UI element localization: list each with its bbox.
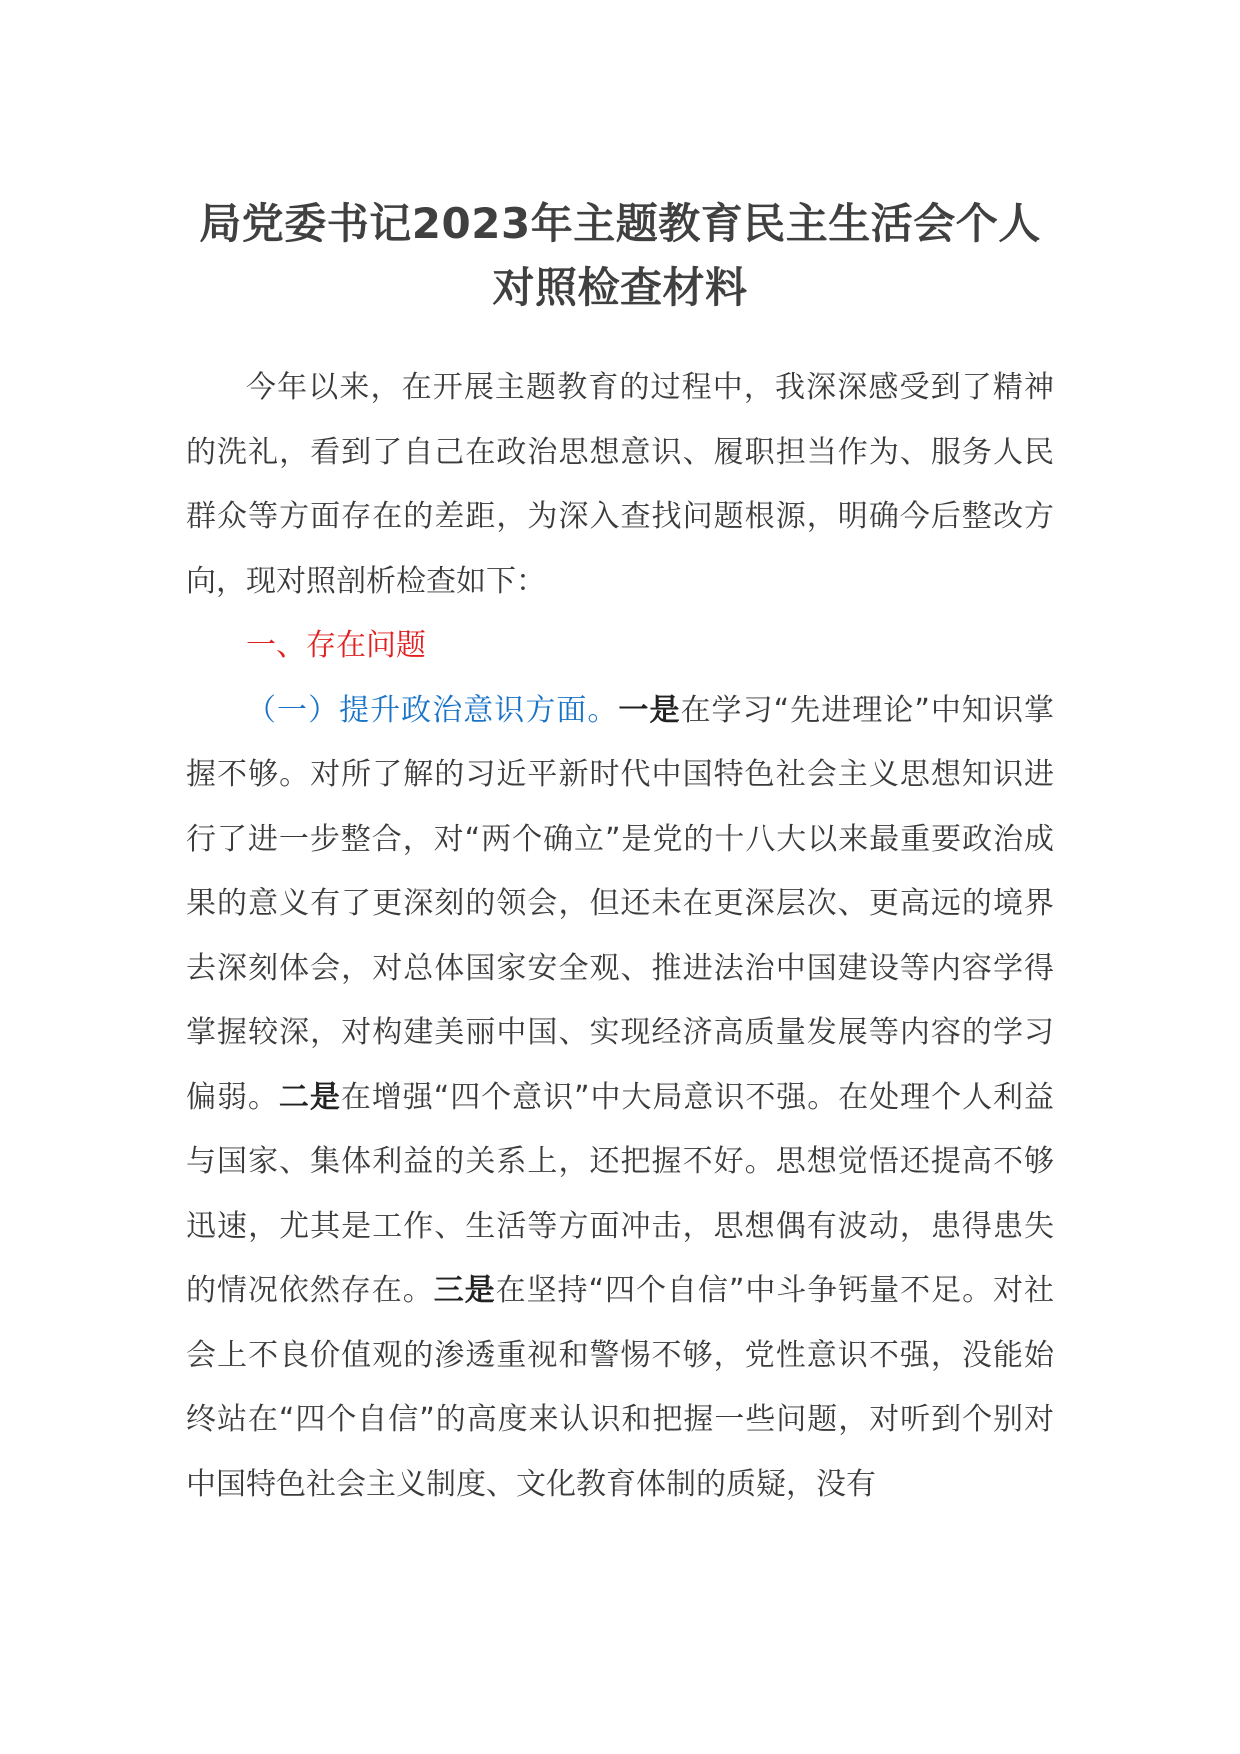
- document-body: [186, 356, 1054, 1517]
- intro-paragraph: 今年以来，在开展主题教育的过程中，我深深感受到了精神的洗礼，看到了自己在政治思想意识、履职担当作为、服务人民群众等方面存在的差距，为深入查找问题根源，明确今后整改方向，现对照剖析检查如下：: [186, 370, 1054, 599]
- section-heading-problems: 一、存在问题: [246, 628, 426, 663]
- point-2-label: 二是: [278, 1079, 341, 1115]
- document-title: 局党委书记2023年主题教育民主生活会个人对照检查材料: [199, 199, 1041, 312]
- point-1-text: 在学习“先进理论”中知识掌握不够。对所了解的习近平新时代中国特色社会主义思想知识进行了进一步整合，对“两个确立”是党的十八大以来最重要政治成果的意义有了更深刻的领会，但还未在更深层次、更高远的境界去深刻体会，对总体国家安全观、推进法治中国建设等内容学得掌握较深，对构建美丽中国、实现经济高质量发展等内容的学习偏弱。: [186, 692, 1055, 1115]
- point-3-text: 在坚持“四个自信”中斗争钙量不足。对社会上不良价值观的渗透重视和警惕不够，党性意识不强，没能始终站在“四个自信”的高度来认识和把握一些问题，对听到个别对中国特色社会主义制度、文化教育体制的质疑，没有: [186, 1273, 1054, 1502]
- point-2-text: 在增强“四个意识”中大局意识不强。在处理个人利益与国家、集体利益的关系上，还把握不好。思想觉悟还提高不够迅速，尤其是工作、生活等方面冲击，思想偶有波动，患得患失的情况依然存在。: [186, 1079, 1054, 1308]
- subsection-paragraph-political: [186, 679, 1054, 1518]
- point-1-label: 一是: [618, 692, 681, 728]
- subsection-heading: （一）提升政治意识方面。: [246, 692, 619, 728]
- document-page: [186, 192, 1054, 1517]
- point-3-label: 三是: [433, 1273, 496, 1308]
